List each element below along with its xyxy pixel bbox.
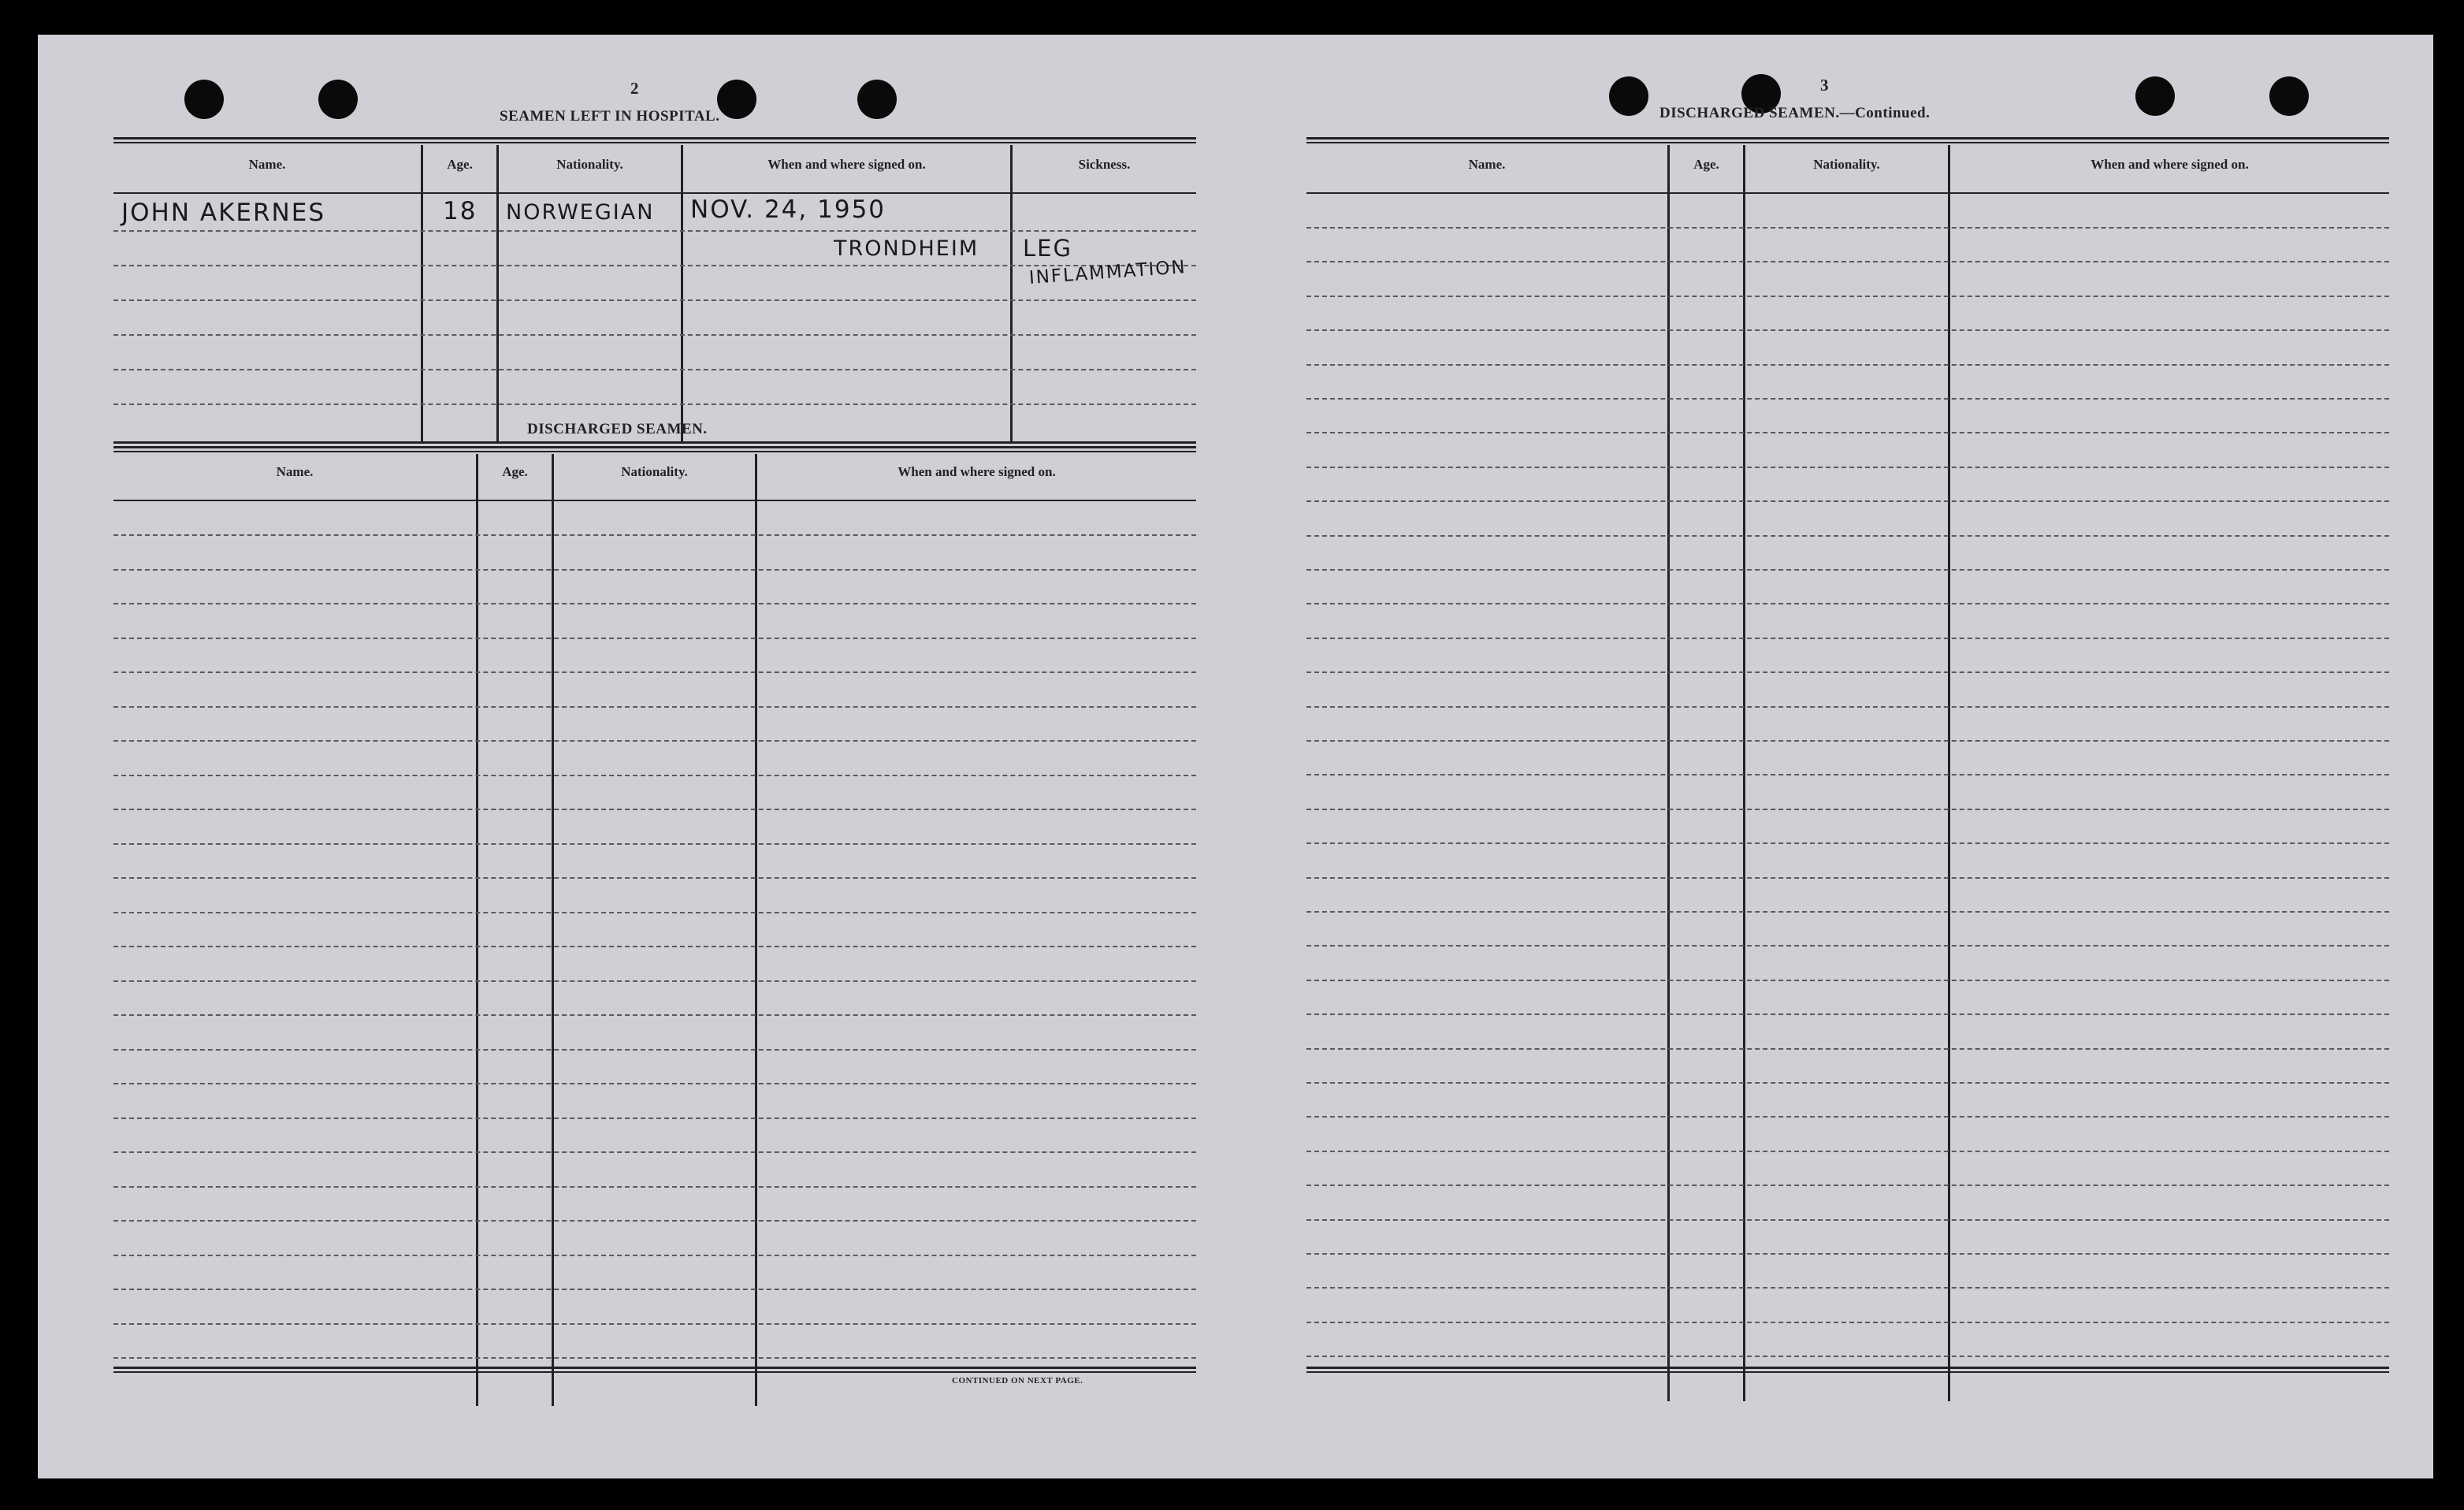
column-header-age: Age. — [1693, 157, 1719, 172]
column-divider — [1743, 145, 1745, 1401]
entry-line — [113, 1357, 1196, 1359]
entry-line — [113, 809, 1196, 810]
rule — [113, 500, 1196, 501]
discharged-continued-title: DISCHARGED SEAMEN.—Continued. — [1659, 105, 1931, 121]
entry-line — [1306, 1253, 2389, 1255]
continued-note: CONTINUED ON NEXT PAGE. — [952, 1376, 1083, 1385]
column-divider — [421, 145, 423, 443]
discharged-section-title: DISCHARGED SEAMEN. — [527, 421, 708, 437]
rule — [113, 1367, 1196, 1369]
entry-line — [1306, 227, 2389, 229]
entry-line — [113, 369, 1196, 370]
entry-line — [113, 877, 1196, 879]
entry-line — [113, 1083, 1196, 1084]
entry-line — [113, 1151, 1196, 1153]
entry-line — [113, 706, 1196, 708]
rule — [113, 137, 1196, 139]
entry-line — [1306, 329, 2389, 331]
rule — [1306, 137, 2389, 139]
entry-line — [1306, 671, 2389, 673]
entry-line — [113, 534, 1196, 536]
entry-line — [1306, 1082, 2389, 1084]
entry-line — [113, 334, 1196, 336]
entry-line — [1306, 911, 2389, 913]
entry-line — [1306, 740, 2389, 742]
entry-line — [1306, 1322, 2389, 1323]
column-header-nationality: Nationality. — [1813, 157, 1880, 172]
punch-hole — [857, 80, 897, 119]
entry-line — [1306, 296, 2389, 297]
rule — [113, 451, 1196, 452]
column-header-nationality: Nationality. — [556, 157, 623, 172]
entry-line — [1306, 638, 2389, 639]
entry-line — [1306, 467, 2389, 468]
entry-line — [113, 603, 1196, 604]
entry-line — [1306, 500, 2389, 502]
entry-line — [1306, 364, 2389, 366]
column-divider — [476, 454, 478, 1406]
hospital-section-title: SEAMEN LEFT IN HOSPITAL. — [500, 108, 720, 125]
column-divider — [552, 454, 554, 1406]
column-header-name: Name. — [248, 157, 286, 172]
entry-line — [113, 671, 1196, 673]
rule — [1306, 142, 2389, 143]
entry-line — [1306, 945, 2389, 947]
rule — [113, 192, 1196, 194]
column-header-age: Age. — [502, 464, 528, 479]
punch-hole — [184, 80, 224, 119]
column-header-signed-on: When and where signed on. — [898, 464, 1056, 479]
entry-line — [113, 1186, 1196, 1188]
entry-line — [1306, 603, 2389, 604]
seaman-name: JOHN AKERNES — [121, 199, 326, 227]
rule — [113, 142, 1196, 143]
rule — [113, 1371, 1196, 1373]
entry-line — [1306, 261, 2389, 262]
entry-line — [113, 775, 1196, 776]
seaman-nationality: NORWEGIAN — [506, 200, 655, 225]
entry-line — [1306, 1356, 2389, 1357]
entry-line — [1306, 980, 2389, 981]
entry-line — [1306, 877, 2389, 879]
entry-line — [1306, 535, 2389, 537]
entry-line — [113, 1289, 1196, 1290]
rule — [1306, 192, 2389, 194]
page-number: 2 — [630, 79, 639, 98]
entry-line — [113, 299, 1196, 301]
sickness-line-2: INFLAMMATION — [1028, 257, 1187, 288]
entry-line — [1306, 1219, 2389, 1221]
entry-line — [113, 740, 1196, 742]
entry-line — [1306, 569, 2389, 571]
punch-hole — [1609, 76, 1648, 116]
column-header-age: Age. — [447, 157, 473, 172]
entry-line — [1306, 842, 2389, 844]
signed-on-place: TRONDHEIM — [834, 236, 979, 261]
entry-line — [1306, 1116, 2389, 1118]
rule — [113, 441, 1196, 444]
signed-on-date: NOV. 24, 1950 — [690, 195, 886, 224]
punch-hole — [318, 80, 358, 119]
seaman-age: 18 — [443, 197, 478, 225]
entry-line — [113, 230, 1196, 232]
entry-line — [113, 404, 1196, 405]
entry-line — [1306, 706, 2389, 708]
entry-line — [113, 1014, 1196, 1016]
column-divider — [755, 454, 757, 1406]
entry-line — [113, 912, 1196, 913]
entry-line — [113, 1220, 1196, 1222]
entry-line — [113, 980, 1196, 982]
entry-line — [1306, 1151, 2389, 1152]
punch-hole — [717, 80, 756, 119]
column-divider — [1667, 145, 1670, 1401]
column-header-name: Name. — [1468, 157, 1506, 172]
column-header-signed-on: When and where signed on. — [767, 157, 926, 172]
column-divider — [681, 145, 683, 443]
column-header-nationality: Nationality. — [621, 464, 688, 479]
rule — [113, 446, 1196, 448]
entry-line — [113, 265, 1196, 266]
punch-hole — [2135, 76, 2175, 116]
rule — [1306, 1371, 2389, 1373]
entry-line — [113, 843, 1196, 845]
entry-line — [1306, 1287, 2389, 1289]
entry-line — [113, 1118, 1196, 1119]
ledger-sheet — [38, 35, 2433, 1478]
column-divider — [496, 145, 499, 443]
entry-line — [113, 569, 1196, 571]
entry-line — [113, 946, 1196, 947]
column-header-signed-on: When and where signed on. — [2090, 157, 2249, 172]
column-header-sickness: Sickness. — [1078, 157, 1131, 172]
rule — [1306, 1367, 2389, 1369]
entry-line — [113, 1049, 1196, 1051]
sickness-line-1: LEG — [1023, 235, 1072, 262]
column-divider — [1948, 145, 1950, 1401]
entry-line — [1306, 1185, 2389, 1186]
column-divider — [1010, 145, 1013, 443]
entry-line — [113, 638, 1196, 639]
entry-line — [1306, 1013, 2389, 1015]
entry-line — [1306, 398, 2389, 400]
entry-line — [113, 1323, 1196, 1325]
entry-line — [1306, 432, 2389, 433]
entry-line — [113, 1255, 1196, 1256]
punch-hole — [2269, 76, 2309, 116]
entry-line — [1306, 809, 2389, 810]
page-number: 3 — [1820, 76, 1829, 95]
entry-line — [1306, 774, 2389, 775]
entry-line — [1306, 1048, 2389, 1050]
column-header-name: Name. — [276, 464, 314, 479]
